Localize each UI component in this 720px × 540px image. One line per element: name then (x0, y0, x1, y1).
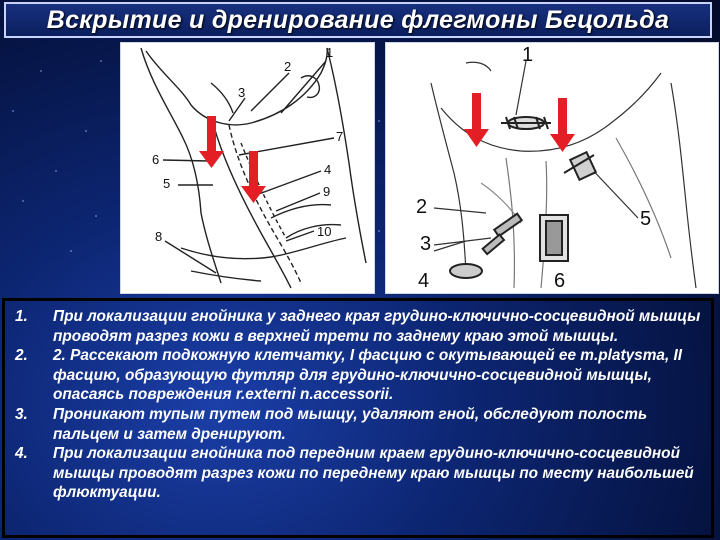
step-text: При локализации гнойника под передним краем грудино-ключично-сосцевидной мышцы проводят разрез кожи по переднему краю мышцы по месту наибольшей флюктуации. (53, 445, 694, 502)
label-7: 7 (336, 129, 344, 144)
right-neck-illustration (385, 42, 719, 294)
step-number: 3. (15, 405, 28, 423)
label-5: 5 (640, 208, 652, 230)
label-6: 6 (152, 152, 160, 167)
step-number: 2. (15, 347, 28, 365)
label-4: 4 (324, 162, 332, 177)
label-3: 3 (238, 85, 246, 100)
steps-list (5, 301, 711, 503)
label-9: 9 (323, 184, 331, 199)
list-item (11, 405, 701, 444)
label-8: 8 (155, 229, 163, 244)
label-2: 2 (284, 59, 292, 74)
label-4: 4 (418, 270, 430, 292)
label-10: 10 (317, 224, 332, 239)
label-2: 2 (416, 196, 428, 218)
incision-arrows (199, 116, 266, 203)
page-title: Вскрытие и дренирование флегмоны Бецольда (46, 5, 670, 34)
procedure-steps (2, 298, 714, 538)
list-item (11, 307, 701, 346)
neck-front-view-drawing (386, 43, 718, 293)
step-text: 2. Рассекают подкожную клетчатку, I фасцию с окутывающей ее m.platysma, II фасцию, образующую футляр для грудино-ключично-сосцевидной мышцы, опасаясь повреждения r.externi n.accessorii. (53, 347, 683, 404)
step-number: 4. (15, 445, 28, 463)
step-text: Проникают тупым путем под мышцу, удаляют гной, обследуют полость пальцем и затем дренируют. (53, 405, 648, 443)
label-1: 1 (326, 45, 334, 60)
step-text: При локализации гнойника у заднего края грудино-ключично-сосцевидной мышцы проводят разрез кожи в верхней трети по заднему краю этой мышцы. (53, 308, 701, 345)
left-neck-illustration (120, 42, 375, 294)
neck-side-view-drawing (121, 43, 374, 293)
list-item (11, 444, 701, 503)
label-6: 6 (554, 270, 566, 292)
label-1: 1 (522, 44, 534, 66)
list-item (11, 346, 701, 405)
title-bar (4, 2, 712, 38)
label-3: 3 (420, 233, 432, 255)
label-5: 5 (163, 176, 171, 191)
step-number: 1. (15, 308, 28, 325)
